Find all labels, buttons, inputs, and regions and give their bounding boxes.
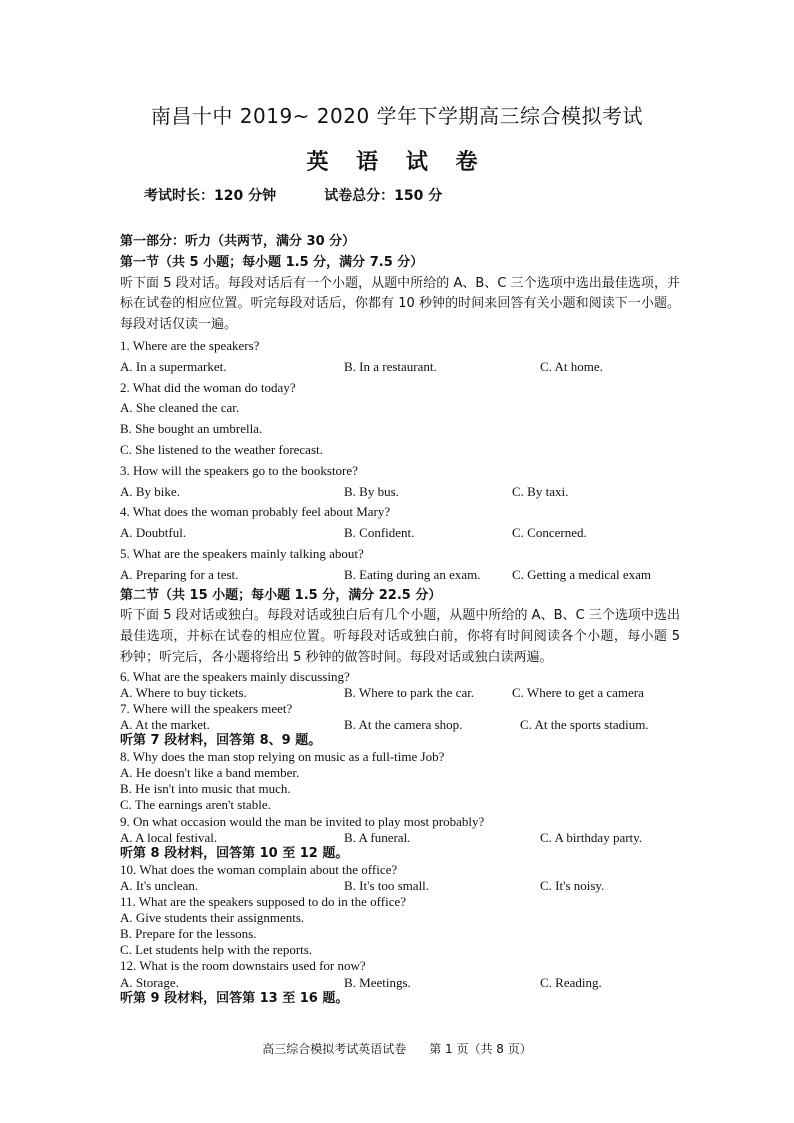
question-stem: 7. Where will the speakers meet? — [120, 700, 293, 716]
question-stem: 12. What is the room downstairs used for now? — [120, 958, 366, 974]
option-a: A. She cleaned the car. — [120, 400, 240, 416]
option-a: A. Doubtful. — [120, 525, 187, 541]
page-number: 第 1 页（共 8 页） — [429, 1042, 532, 1056]
option-c: C. Let students help with the reports. — [120, 942, 313, 958]
question-options — [120, 357, 680, 378]
question-options — [120, 830, 680, 846]
footer-title: 高三综合模拟考试英语试卷 — [262, 1042, 407, 1056]
question-stem: 10. What does the woman complain about the office? — [120, 861, 398, 877]
option-c: C. At the sports stadium. — [520, 717, 649, 733]
option-c: C. By taxi. — [512, 483, 569, 499]
option-c: C. Reading. — [540, 974, 602, 990]
option-b: B. Confident. — [344, 525, 415, 541]
question-stem: 3. How will the speakers go to the bookstore? — [120, 462, 358, 478]
section-heading: 第一节（共 5 小题；每小题 1.5 分，满分 7.5 分） — [120, 254, 424, 270]
listening-note: 听第 7 段材料，回答第 8、9 题。 — [120, 733, 322, 749]
option-a: A. Where to buy tickets. — [120, 684, 247, 700]
option-a: A. At the market. — [120, 717, 210, 733]
option-a: A. By bike. — [120, 483, 180, 499]
option-c: C. At home. — [540, 358, 603, 374]
option-c: C. She listened to the weather forecast. — [120, 441, 323, 457]
option-a: A. Preparing for a test. — [120, 566, 239, 582]
option-b: B. Meetings. — [344, 974, 411, 990]
question-stem: 2. What did the woman do today? — [120, 379, 296, 395]
question-stem: 9. On what occasion would the man be invited to play most probably? — [120, 813, 485, 829]
section-heading: 第二节（共 15 小题；每小题 1.5 分，满分 22.5 分） — [120, 587, 442, 603]
option-a: A. He doesn't like a band member. — [120, 765, 300, 781]
option-b: B. Where to park the car. — [344, 684, 475, 700]
question-stem: 1. Where are the speakers? — [120, 337, 260, 353]
option-c: C. Where to get a camera — [512, 684, 644, 700]
exam-meta — [144, 185, 442, 205]
question-stem: 5. What are the speakers mainly talking about? — [120, 545, 364, 561]
question-options — [120, 975, 680, 991]
section-instructions: 听下面 5 段对话或独白。每段对话或独白后有几个小题，从题中所给的 A、B、C 三个选项中选出最佳选项，并标在试卷的相应位置。听每段对话或独白前，你将有时间阅读各个小题，每小题 5 秒钟；听完后，各小题将给出 5 秒钟的做答时间。每段对话或独白读两遍。 — [120, 608, 680, 665]
exam-content — [120, 232, 680, 1007]
exam-duration: 考试时长：120 分钟 — [144, 188, 277, 204]
question-options — [120, 878, 680, 894]
option-c: C. Getting a medical exam — [512, 566, 651, 582]
option-a: A. A local festival. — [120, 829, 218, 845]
option-b: B. He isn't into music that much. — [120, 781, 291, 797]
question-stem: 4. What does the woman probably feel about Mary? — [120, 504, 391, 520]
option-b: B. She bought an umbrella. — [120, 421, 263, 437]
question-options — [120, 717, 680, 733]
option-c: C. Concerned. — [512, 525, 587, 541]
question-options — [120, 482, 680, 503]
option-b: B. By bus. — [344, 483, 399, 499]
option-a: A. It's unclean. — [120, 877, 199, 893]
option-a: A. In a supermarket. — [120, 358, 227, 374]
question-stem: 8. Why does the man stop relying on music as a full-time Job? — [120, 749, 445, 765]
listening-note: 听第 8 段材料，回答第 10 至 12 题。 — [120, 845, 349, 861]
question-options — [120, 523, 680, 544]
listening-note: 听第 9 段材料，回答第 13 至 16 题。 — [120, 990, 349, 1006]
option-b: B. Prepare for the lessons. — [120, 926, 257, 942]
option-a: A. Storage. — [120, 974, 179, 990]
option-b: B. It's too small. — [344, 877, 430, 893]
question-stem: 11. What are the speakers supposed to do in the office? — [120, 894, 407, 910]
option-b: B. A funeral. — [344, 829, 411, 845]
option-c: C. A birthday party. — [540, 829, 643, 845]
exam-subtitle: 英 语 试 卷 — [306, 150, 488, 175]
question-stem: 6. What are the speakers mainly discussing? — [120, 668, 350, 684]
section-instructions: 听下面 5 段对话。每段对话后有一个小题，从题中所给的 A、B、C 三个选项中选出最佳选项，并标在试卷的相应位置。听完每段对话后，你都有 10 秒钟的时间来回答有关小题和阅读下一小题。每段对话仅读一遍。 — [120, 275, 680, 333]
question-options — [120, 565, 680, 586]
option-b: B. At the camera shop. — [344, 717, 463, 733]
option-a: A. Give students their assignments. — [120, 910, 305, 926]
exam-title: 南昌十中 2019~ 2020 学年下学期高三综合模拟考试 — [150, 104, 644, 128]
option-c: C. It's noisy. — [540, 877, 605, 893]
exam-total-score: 试卷总分：150 分 — [324, 188, 443, 204]
question-options — [120, 685, 680, 701]
option-b: B. Eating during an exam. — [344, 566, 481, 582]
option-b: B. In a restaurant. — [344, 358, 437, 374]
part-heading: 第一部分：听力（共两节，满分 30 分） — [120, 234, 356, 249]
option-c: C. The earnings aren't stable. — [120, 797, 271, 813]
page-footer — [0, 1040, 794, 1057]
